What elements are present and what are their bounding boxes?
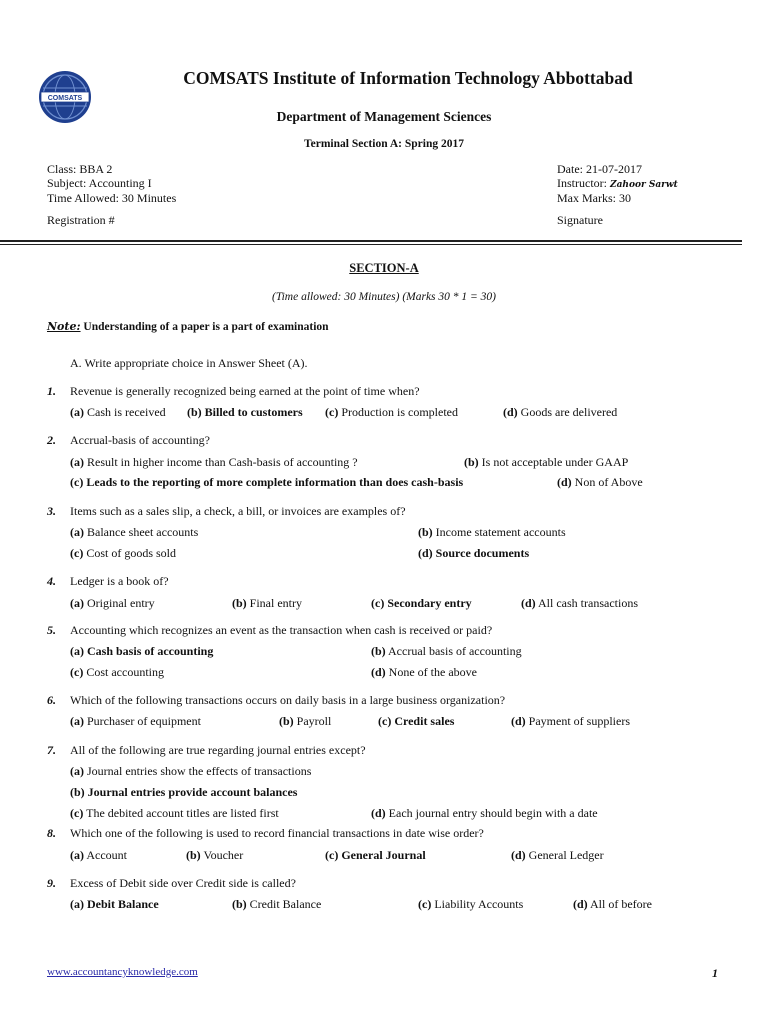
option-4c: (c) Secondary entry (371, 596, 472, 610)
option-1b: (b) Billed to customers (187, 405, 303, 419)
logo-text: COMSATS (47, 95, 83, 102)
question-text: Accrual-basis of accounting? (70, 433, 210, 447)
option-1a: (a) Cash is received (70, 405, 166, 419)
option-1c: (c) Production is completed (325, 405, 458, 419)
question-number: 8. (47, 826, 56, 840)
question-text: Excess of Debit side over Credit side is called? (70, 876, 296, 890)
question-number: 5. (47, 623, 56, 637)
option-5b: (b) Accrual basis of accounting (371, 644, 522, 658)
question-number: 3. (47, 504, 56, 518)
option-4b: (b) Final entry (232, 596, 302, 610)
option-2c: (c) Leads to the reporting of more complete information than does cash-basis (70, 475, 464, 489)
option-2b: (b) Is not acceptable under GAAP (464, 455, 629, 469)
class-label: Class: BBA 2 (47, 162, 113, 176)
option-1d: (d) Goods are delivered (503, 405, 618, 419)
option-6c: (c) Credit sales (378, 714, 455, 728)
option-5d: (d) None of the above (371, 665, 477, 679)
signature-label: Signature (557, 213, 603, 227)
option-8c: (c) General Journal (325, 848, 426, 862)
option-4a: (a) Original entry (70, 596, 155, 610)
option-6d: (d) Payment of suppliers (511, 714, 630, 728)
question-text: Which one of the following is used to record financial transactions in date wise order? (70, 826, 484, 840)
instruction-line: A. Write appropriate choice in Answer Sheet (A). (70, 356, 308, 370)
header-divider-thin (0, 244, 742, 245)
page-number: 1 (712, 966, 718, 980)
footer-link[interactable]: www.accountancyknowledge.com (47, 966, 198, 978)
question-text: Revenue is generally recognized being earned at the point of time when? (70, 384, 420, 398)
option-8a: (a) Account (70, 848, 127, 862)
option-5c: (c) Cost accounting (70, 665, 164, 679)
section-time-marks: (Time allowed: 30 Minutes) (Marks 30 * 1 = 30) (272, 291, 496, 303)
option-2a: (a) Result in higher income than Cash-basis of accounting ? (70, 455, 358, 469)
option-3a: (a) Balance sheet accounts (70, 525, 199, 539)
option-3b: (b) Income statement accounts (418, 525, 566, 539)
option-9c: (c) Liability Accounts (418, 897, 524, 911)
question-number: 1. (47, 384, 56, 398)
note-label: Note: (47, 320, 81, 333)
question-text: Which of the following transactions occurs on daily basis in a large business organization? (70, 693, 506, 707)
question-number: 2. (47, 433, 56, 447)
section-title: SECTION-A (349, 261, 419, 275)
option-2d: (d) Non of Above (557, 475, 643, 489)
option-4d: (d) All cash transactions (521, 596, 638, 610)
date-label: Date: 21-07-2017 (557, 162, 642, 176)
note-text: Understanding of a paper is a part of examination (80, 321, 329, 333)
department-title: Department of Management Sciences (276, 109, 492, 124)
option-8d: (d) General Ledger (511, 848, 604, 862)
question-number: 4. (47, 574, 56, 588)
question-number: 6. (47, 693, 56, 707)
option-8b: (b) Voucher (186, 848, 244, 862)
option-3d: (d) Source documents (418, 546, 530, 560)
option-7c: (c) The debited account titles are listed first (70, 806, 279, 820)
registration-label: Registration # (47, 213, 115, 227)
institution-title: COMSATS Institute of Information Technology Abbottabad (183, 68, 633, 88)
option-9a: (a) Debit Balance (70, 897, 159, 911)
option-3c: (c) Cost of goods sold (70, 546, 177, 560)
option-9b: (b) Credit Balance (232, 897, 322, 911)
note-line (47, 320, 329, 333)
header-divider (0, 240, 742, 242)
max-marks-label: Max Marks: 30 (557, 191, 631, 205)
option-6a: (a) Purchaser of equipment (70, 714, 201, 728)
option-9d: (d) All of before (573, 897, 652, 911)
question-text: Accounting which recognizes an event as the transaction when cash is received or paid? (70, 623, 493, 637)
question-text: All of the following are true regarding journal entries except? (70, 743, 366, 757)
question-text: Ledger is a book of? (70, 574, 169, 588)
subject-label: Subject: Accounting I (47, 176, 152, 190)
question-number: 7. (47, 743, 56, 757)
question-number: 9. (47, 876, 56, 890)
question-text: Items such as a sales slip, a check, a bill, or invoices are examples of? (70, 504, 406, 518)
time-allowed-label: Time Allowed: 30 Minutes (47, 191, 177, 205)
instructor-signature: Zahoor Sarwt (610, 180, 678, 190)
instructor-label: Instructor: Zahoor Sarwt (557, 176, 678, 190)
term-title: Terminal Section A: Spring 2017 (304, 138, 464, 150)
option-7a: (a) Journal entries show the effects of transactions (70, 764, 312, 778)
option-7b: (b) Journal entries provide account balances (70, 785, 298, 799)
option-7d: (d) Each journal entry should begin with a date (371, 806, 598, 820)
option-6b: (b) Payroll (279, 714, 332, 728)
option-5a: (a) Cash basis of accounting (70, 644, 214, 658)
